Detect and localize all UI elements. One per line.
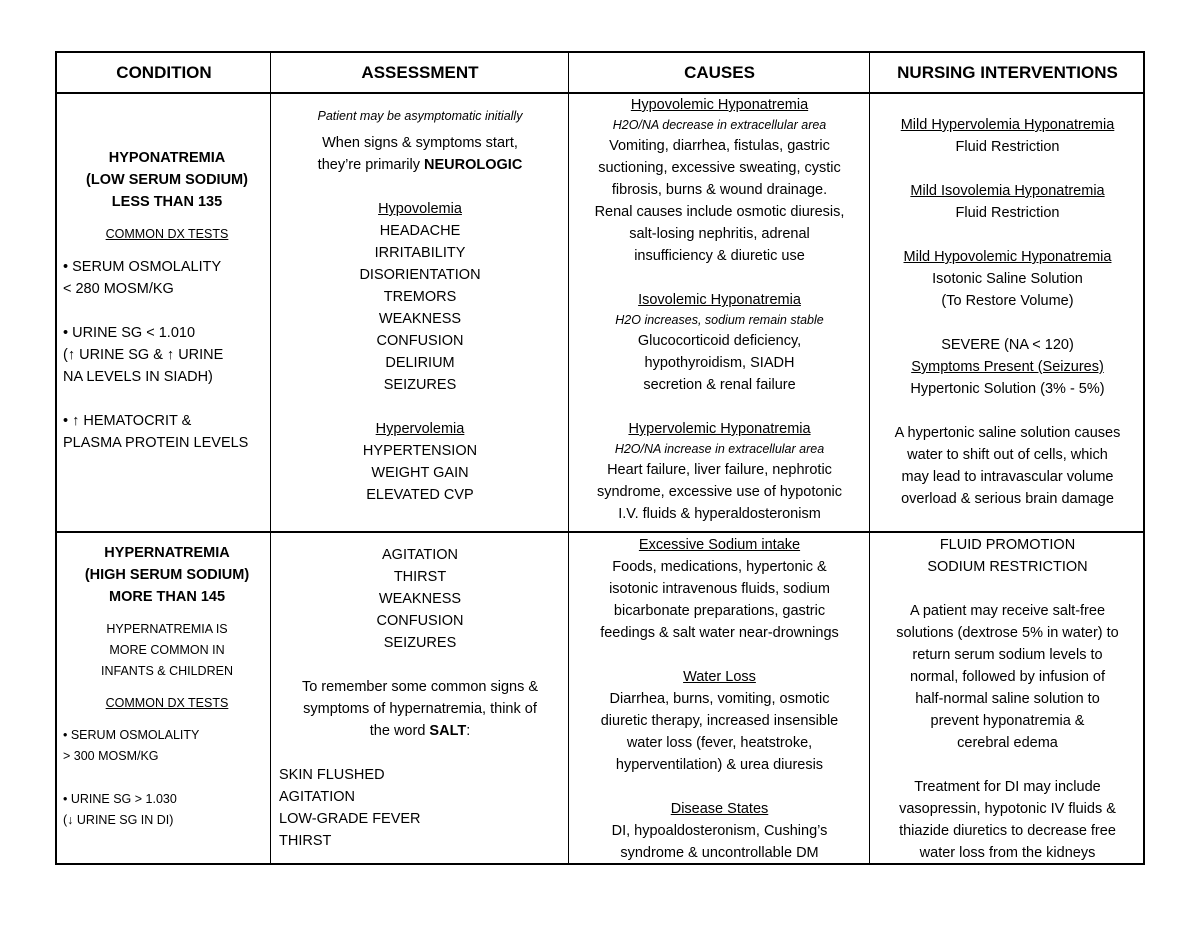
hypervolemia-heading: Hypervolemia: [375, 421, 465, 437]
cause-block-hypervolemic: Hypervolemic Hyponatremia H2O/NA increase in extracellular area Heart failure, liver failure, nephrotic syndrome, excessive use of hypotonic I.V. fluids & hyperaldosteronism: [596, 421, 842, 522]
sign-item: WEAKNESS: [378, 311, 462, 327]
hyponatremia-condition-cell: [57, 93, 271, 533]
dx-test-item: • URINE SG > 1.030 (↓ URINE SG IN DI): [63, 792, 177, 827]
sign-item: WEAKNESS: [378, 591, 462, 607]
header-assessment: ASSESSMENT: [361, 63, 479, 82]
assessment-intro: When signs & symptoms start,: [322, 135, 518, 151]
hypernatremia-interventions-cell: [870, 533, 1145, 865]
salt-item: SKIN FLUSHED: [279, 767, 385, 783]
sign-item: IRRITABILITY: [374, 245, 466, 261]
sign-item: HYPERTENSION: [362, 443, 478, 459]
sign-item: DISORIENTATION: [359, 267, 481, 283]
intervention-block: Mild Hypovolemic Hyponatremia Isotonic Saline Solution (To Restore Volume): [903, 249, 1112, 309]
intervention-note: Treatment for DI may include vasopressin, hypotonic IV fluids & thiazide diuretics to decrease free water loss from the kidneys: [899, 779, 1116, 861]
salt-mnemonic-intro: To remember some common signs & symptoms of hypernatremia, think of the word SALT:: [301, 679, 539, 739]
cause-block-disease-states: Disease States DI, hypoaldosteronism, Cushing’s syndrome & uncontrollable DM: [611, 801, 828, 861]
hypovolemia-signs-list: [271, 220, 569, 396]
hyponatremia-assessment-cell: [271, 93, 569, 533]
dx-test-item: • URINE SG < 1.010 (↑ URINE SG & ↑ URINE NA LEVELS IN SIADH): [63, 325, 224, 385]
intervention-note: A patient may receive salt-free solutions (dextrose 5% in water) to return serum sodium levels to normal, followed by infusion of half-normal saline solution to prevent hyponatremia & cerebral edema: [896, 603, 1119, 751]
header-condition: CONDITION: [116, 63, 212, 82]
intervention-block: Mild Hypervolemia Hyponatremia Fluid Restriction: [900, 117, 1115, 155]
cause-block-water-loss: Water Loss Diarrhea, burns, vomiting, osmotic diuretic therapy, increased insensible water loss (fever, heatstroke, hyperventilation) & urea diuresis: [600, 669, 839, 773]
header-causes: CAUSES: [684, 63, 755, 82]
sodium-imbalance-table: [55, 51, 1145, 865]
intervention-note: A hypertonic saline solution causes water to shift out of cells, which may lead to intravascular volume overload & serious brain damage: [894, 425, 1121, 507]
sign-item: HEADACHE: [379, 223, 461, 239]
assessment-intro: they’re primarily NEUROLOGIC: [317, 157, 523, 173]
sign-item: ELEVATED CVP: [366, 487, 474, 503]
dx-test-item: • SERUM OSMOLALITY > 300 MOSM/KG: [63, 728, 200, 763]
hypervolemia-signs-list: [271, 440, 569, 506]
condition-title: HYPONATREMIA (LOW SERUM SODIUM) LESS THAN 135: [86, 150, 248, 210]
hypernatremia-condition-cell: [57, 533, 271, 865]
condition-note: HYPERNATREMIA IS MORE COMMON IN INFANTS & CHILDREN: [101, 622, 233, 678]
hypovolemia-heading: Hypovolemia: [378, 201, 462, 217]
salt-item: LOW-GRADE FEVER: [279, 811, 421, 827]
cause-block-isovolemic: Isovolemic Hyponatremia H2O increases, sodium remain stable Glucocorticoid deficiency, hypothyroidism, SIADH secretion & renal failure: [615, 292, 824, 393]
sign-item: CONFUSION: [376, 613, 464, 629]
condition-title: HYPERNATREMIA (HIGH SERUM SODIUM) MORE THAN 145: [84, 545, 250, 605]
sign-item: SEIZURES: [383, 377, 457, 393]
sign-item: DELIRIUM: [385, 355, 455, 371]
sign-item: THIRST: [393, 569, 447, 585]
sign-item: WEIGHT GAIN: [371, 465, 469, 481]
sign-item: AGITATION: [382, 547, 458, 563]
severe-intervention-block: SEVERE (NA < 120) Symptoms Present (Seizures) Hypertonic Solution (3% - 5%): [910, 337, 1105, 397]
intervention-block: FLUID PROMOTION SODIUM RESTRICTION: [927, 537, 1088, 575]
dx-tests-heading: COMMON DX TESTS: [105, 696, 229, 710]
hyponatremia-causes-cell: [569, 93, 870, 533]
dx-test-item: • SERUM OSMOLALITY < 280 MOSM/KG: [63, 259, 222, 297]
hypernatremia-signs-list: [271, 544, 569, 654]
salt-mnemonic-list: [271, 764, 569, 852]
hypernatremia-causes-cell: [569, 533, 870, 865]
assessment-note: Patient may be asymptomatic initially: [317, 109, 523, 123]
dx-tests-heading: COMMON DX TESTS: [105, 227, 229, 241]
dx-test-item: • ↑ HEMATOCRIT & PLASMA PROTEIN LEVELS: [63, 413, 249, 451]
salt-item: THIRST: [279, 833, 332, 849]
cause-block-hypovolemic: Hypovolemic Hyponatremia H2O/NA decrease in extracellular area Vomiting, diarrhea, fistulas, gastric suctioning, excessive sweating, cystic fibrosis, burns & wound drainage. Renal causes include osmotic diuresis, salt-losing nephritis, adrenal insufficiency & diuretic use: [594, 97, 845, 264]
cause-block-sodium-intake: Excessive Sodium intake Foods, medications, hypertonic & isotonic intravenous fluids, sodium bicarbonate preparations, gastric feedings & salt water near-drownings: [600, 537, 839, 641]
header-nursing-interventions: NURSING INTERVENTIONS: [897, 63, 1118, 82]
sign-item: CONFUSION: [376, 333, 464, 349]
salt-item: AGITATION: [279, 789, 355, 805]
intervention-block: Mild Isovolemia Hyponatremia Fluid Restriction: [910, 183, 1105, 221]
sign-item: SEIZURES: [383, 635, 457, 651]
hyponatremia-interventions-cell: [870, 93, 1145, 533]
hypernatremia-assessment-cell: [271, 533, 569, 865]
sign-item: TREMORS: [383, 289, 457, 305]
